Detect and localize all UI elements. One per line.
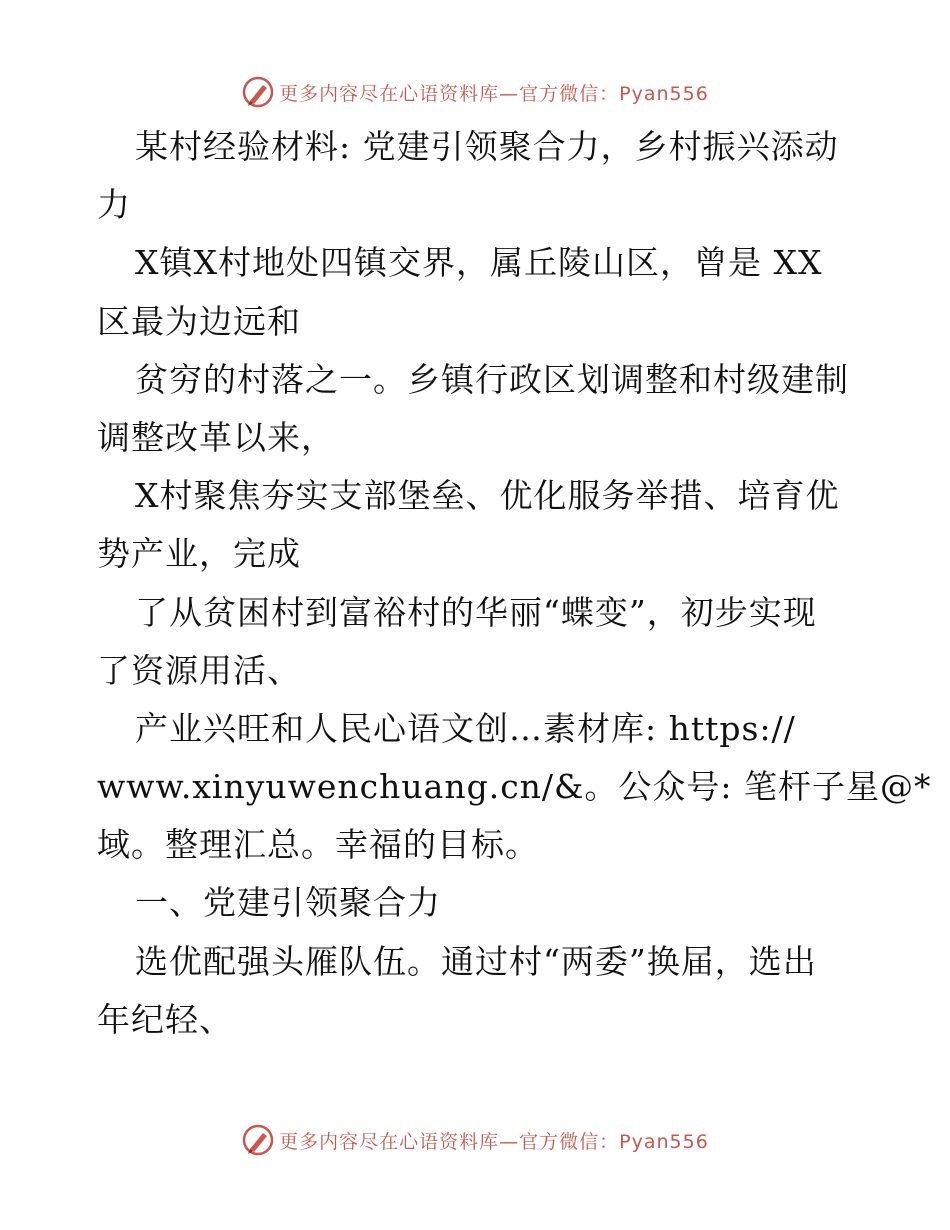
text-line: 调整改革以来， — [97, 417, 335, 457]
watermark-header — [0, 72, 950, 112]
text-line: 了资源用活、 — [97, 650, 301, 690]
text-line: 势产业，完成 — [97, 534, 301, 574]
text-line: 域。整理汇总。幸福的目标。 — [97, 825, 539, 865]
pen-logo-icon — [241, 1123, 275, 1157]
text-line: X村聚焦夯实支部堡垒、优化服务举措、培育优 — [135, 476, 840, 516]
watermark-text: 更多内容尽在心语资料库—官方微信：Pyan556 — [279, 82, 709, 105]
section-heading: 一、党建引领聚合力 — [135, 883, 441, 923]
watermark-footer — [0, 1120, 950, 1160]
text-line: www.xinyuwenchuang.cn/&。公众号: 笔杆子星@* — [97, 767, 932, 807]
text-line: 某村经验材料: 党建引领聚合力，乡村振兴添动 — [135, 127, 839, 166]
text-line: 贫穷的村落之一。乡镇行政区划调整和村级建制 — [135, 359, 849, 399]
text-line: 产业兴旺和人民心语文创…素材库: https:// — [135, 708, 796, 748]
text-line: 选优配强头雁队伍。通过村“两委”换届，选出 — [135, 941, 817, 981]
text-line: X镇X村地处四镇交界，属丘陵山区，曾是 XX — [135, 243, 823, 283]
text-line: 年纪轻、 — [97, 999, 233, 1039]
document-body — [97, 118, 932, 1049]
text-line: 区最为边远和 — [97, 301, 301, 341]
text-line: 了从贫困村到富裕村的华丽“蝶变”，初步实现 — [135, 592, 817, 632]
text-line: 力 — [97, 185, 131, 225]
pen-logo-icon — [241, 75, 275, 109]
watermark-text: 更多内容尽在心语资料库—官方微信：Pyan556 — [279, 1130, 709, 1153]
